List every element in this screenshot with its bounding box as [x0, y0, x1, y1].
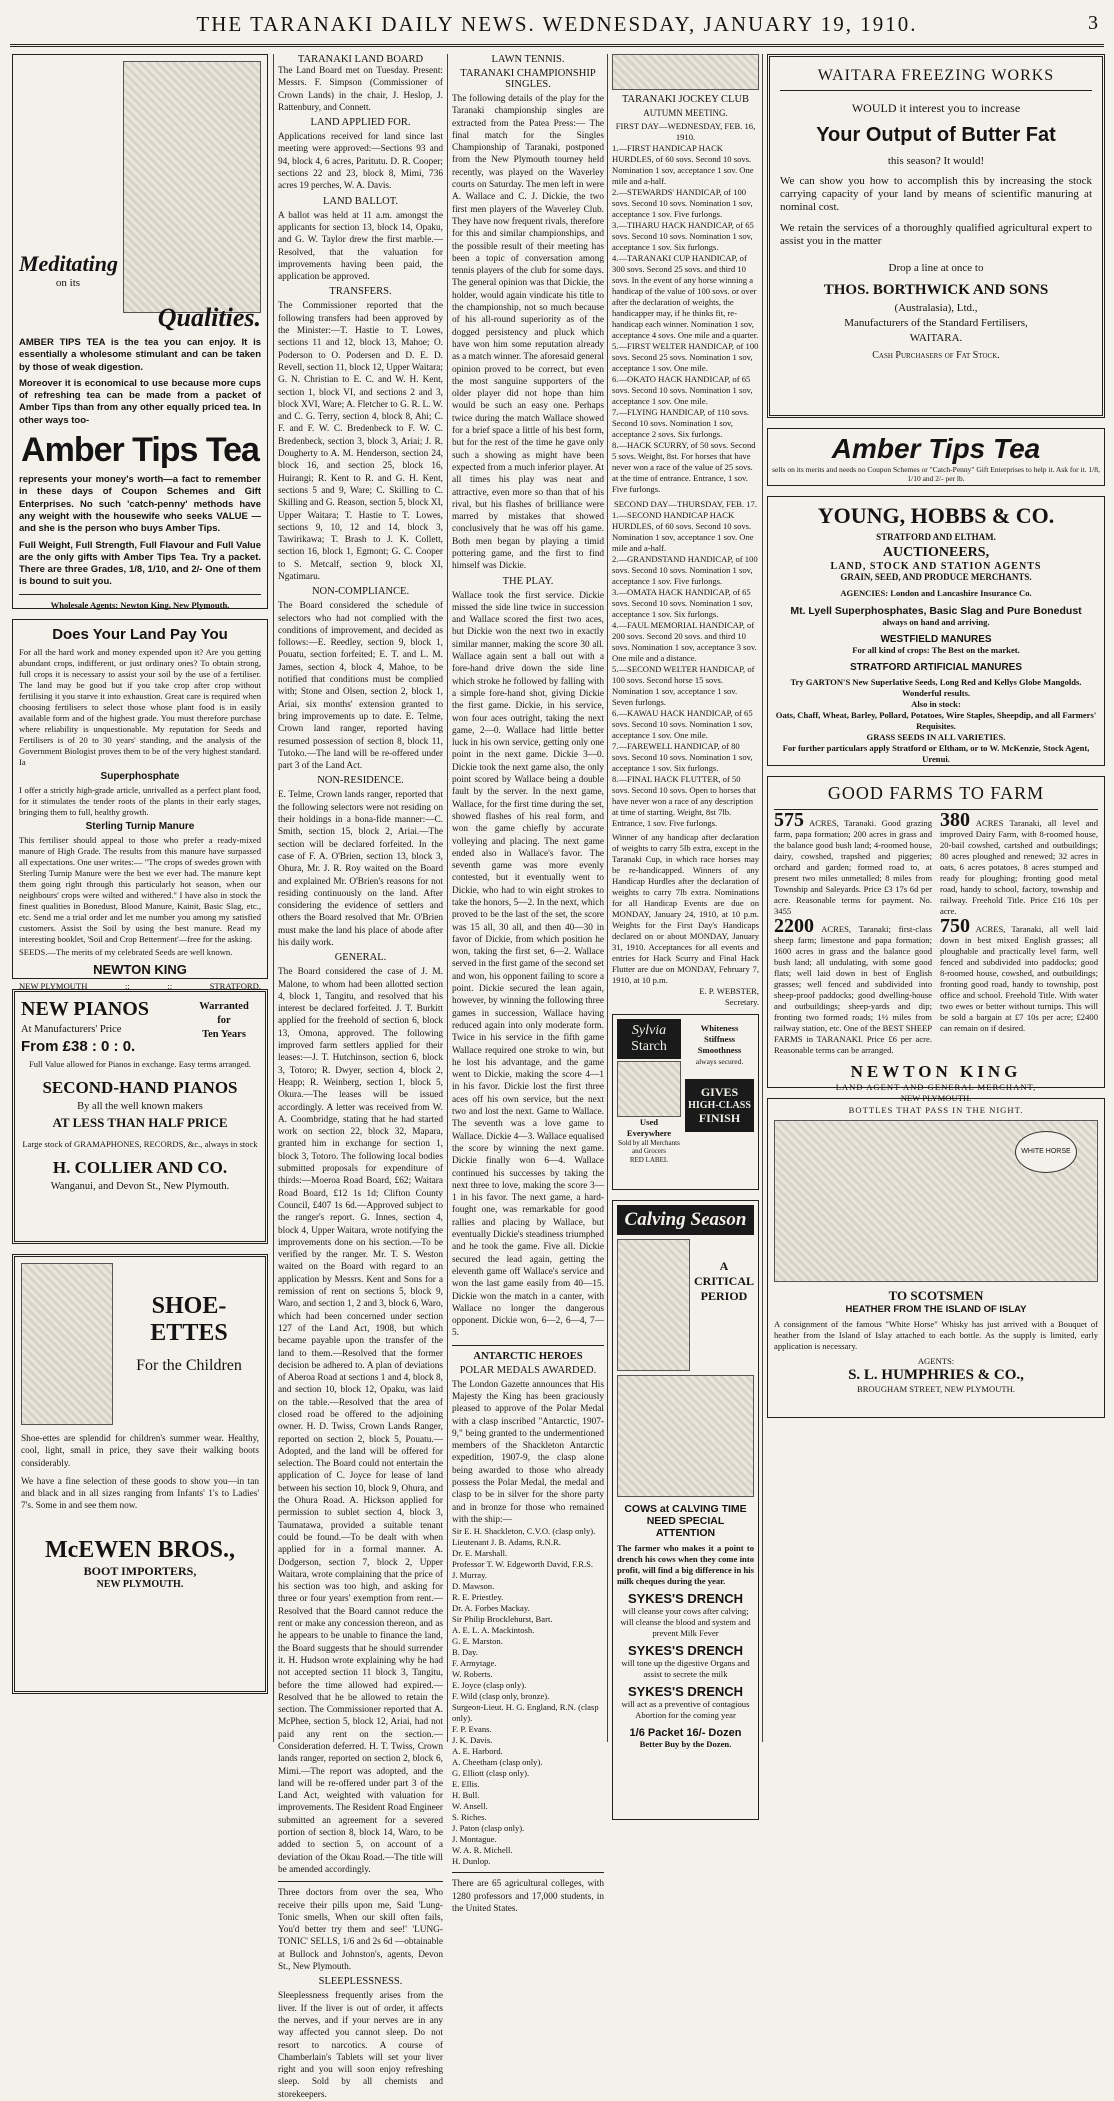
farm-acres: 2200	[774, 915, 814, 937]
meeting-title: AUTUMN MEETING.	[643, 108, 728, 118]
cows-heading: COWS at CALVING TIME	[624, 1503, 747, 1515]
article-subhead: TRANSFERS.	[329, 286, 392, 298]
drench-text-3: will act as a preventive of contagious Abortion for the coming year	[621, 1699, 750, 1720]
sylvia-logo: Sylvia Starch	[617, 1019, 681, 1059]
amber-tips-small-advert	[767, 428, 1105, 486]
shoe-para-1: Shoe-ettes are splendid for children's summer wear. Healthy, cool, light, small in price, they save their walking boots considerably.	[21, 1434, 259, 1469]
article-subhead: LAND APPLIED FOR.	[310, 117, 411, 129]
calving-critical: CRITICAL	[693, 1274, 754, 1288]
list-item: E. Joyce (clasp only).	[452, 1680, 527, 1691]
list-item: F. P. Evans.	[452, 1724, 492, 1735]
article-para: The Board considered the case of J. M. Malone, to whom had been allotted section 4, block 1, Tangitu, and resolved that his interest be declared forfeited. J. T. Burkitt applied for the freehold of section 6, block 13, Omona, approved. The following improved farm settlers applied for their leases:—J. T. Hutchinson, section 6, block 3, Totoro; R. Dwyer, section 4, block 2, Heapp; R. Weinberg, section 1, block 5, Okura.—The leases will be issued accordingly. A letter was received from W. A. Coombridge, stating that he had started work on section 22, block 32, Mapara, granted him in exchange for section 1, block 3, Totoro. The following local bodies submitted proposals for expenditure of thirds:—Moeroa Road Board, £62; Waitara Road Board, £12 1s 1d; Clifton County Council, £407 1s 6d.—Approved subject to the ranger's report. G. Innes, section 4, block 4, Upper Waitara, wrote notifying the improvements done on his section.—To be verified by the ranger. Mr. T. S. Weston waited on the Board with regard to an application by Messrs. Kent and Sons for a remission of rent on sections 5, block 9, Waro, and section 1, 2 and 3, block 6, Waro, which had been concerned under section 127 of the Land Act, 1908, but which became payable upon the transfer of the land to them.—Resolved that the former decision be adhered to. A plan of deviations of Aberoa Road at sections 1 and 4, block 8, and section 10, block 12, Opaku, was laid on the table.—Resolved that the area of closed road be offered to the adjoining owner. H. D. Twiss, Crown Lands Ranger, reported on section 2, block 5, Pouatu.—Adopted, and the land will be offered for selection. The Board could not entertain the application of C. Joyce for lease of land between his section 10, block 9, Ohura, and the Ohura Road. A. Hickson applied for permission to sublet section 4, block 3, Taumatawa, provided a suitable tenant could be found.—To be dealt with when applied for in a formal manner. A. Dodgerson, section 7, block 2, Upper Waitara, wrote complaining that the price of his section was too high, and asking for three or four years' exemption from rent.—Resolved that the Board cannot reduce the rent or make any concession thereon, and as he appears to be unable to finance the land, the Board suggests that he should surrender it. H. Hudson wrote explaining why he had not accepted section 11 block 3, Tangitu, before the time allowed had expired.—Resolved that he be allowed to retain the section. The Commissioner reported that A. McPhee, section 5, block 12, Ariai, had not paid any rent on the section.—Consideration deferred. H. T. Twiss, Crown lands ranger, reported on section 2, block 6, Mimi.—The report was adopted, and the land will be re-offered under part 3 of the Land Act, weighted with valuation for improvements. The Resident Road Engineer submitted an agreement for a severed portion of section 8, block 14, Waro, to be added to section 5, on account of a deviation of the Okau Road.—The title will be amended accordingly.	[278, 967, 443, 1875]
list-item: F. Armytage.	[452, 1658, 497, 1669]
article-subhead: LAND BALLOT.	[322, 195, 399, 207]
to-scotsmen: TO SCOTSMEN	[888, 1288, 984, 1303]
amber-para-3: represents your money's worth—a fact to remember in these days of Coupon Schemes and Gift Enterprises. No such 'catch-penny' methods have any weight with the housewife who seeks VALUE —and she is the person who buys Amber Tips.	[19, 474, 261, 535]
colleges-para: There are 65 agricultural colleges, with 1280 professors and 17,000 students, in the United States.	[452, 1879, 604, 1914]
used-label: Used	[639, 1117, 659, 1127]
shoe-sub: For the Children	[136, 1357, 242, 1374]
newton-king-sub: LAND AGENT AND GENERAL MERCHANT,	[835, 1082, 1037, 1092]
shoe-para-2: We have a fine selection of these goods to show you—in tan and black and in all sizes ranging from Infants' 1's to Ladies' 7's. Some in and see them now.	[21, 1476, 259, 1512]
drench-price: 1/6 Packet 16/- Dozen	[629, 1727, 742, 1739]
farm-listing: 750 ACRES, Taranaki, all well laid down in best mixed English grasses; all ploughable and practically level farm, well fenced and subdivided into paddocks; good 8-roomed house, cowshed, and outbuildings; fronting good road, handy to township, post office and school. Freehold Title. With water two ewes or better without turnips. This will be sold a bargain at £7 10s per acre; £2400 can remain on if desired.	[940, 915, 1098, 1033]
horse-racing-illustration	[612, 54, 759, 90]
list-item: W. Roberts.	[452, 1669, 493, 1680]
farm-scene-illustration	[617, 1375, 754, 1497]
amber-para-2: Moreover it is economical to use because more cups of refreshing tea can be made from a packet of Amber Tips than from any other equally priced tea. In other ways too-	[19, 377, 261, 426]
land-para-4: SEEDS.—The merits of my celebrated Seeds are well known.	[19, 947, 233, 957]
woman-drinking-tea-illustration	[123, 61, 261, 313]
pianos-sub: At Manufacturers' Price	[21, 1024, 122, 1035]
high-class-finish: GIVES HIGH-CLASS FINISH	[685, 1079, 754, 1132]
article-para: Sleeplessness frequently arises from the liver. If the liver is out of order, it affects the nerves, and if your nerves are in any way affected you cannot sleep. Do not resort to narcotics. A course of Chamberlain's Tablets will set your liver right and you will soon enjoy refreshing sleep. Sold by all chemists and storekeepers.	[278, 1991, 443, 2100]
farm-acres: 750	[940, 915, 970, 937]
farm-listing: 380 ACRES Taranaki, all level and improved Dairy Farm, with 8-roomed house, 20-bail cowshed, cartshed and outbuildings; 80 acres ploughed and renewed; 32 acres in oats, 6 acres potatoes, 8 acres stumped and ready for ploughing; fronting good metal road, handy to school, factory, township and railway. Freehold Title. Price £16 10s per acre.	[940, 809, 1098, 916]
land-para-3: This fertiliser should appeal to those who prefer a ready-mixed manure of High Grade. The results from this manure have surpassed all expectations. One user writes:— "The crops of swedes grown with Sterling Turnip Manure were the best we ever had. The manure kept them going right through this particularly hot season, when our neighbours' crops were wilted and withered." I have also in stock the finest qualities in Bonedust, Blood Manure, Kainit, Basic Slag, etc., etc. Send me a trial order and let me number you among my satisfied customers. Assist the Soil by using the best manure. Read my interesting booklet, 'Soil and Crop Betterment'—free for the asking.	[19, 835, 261, 944]
column-4	[612, 54, 759, 1749]
list-item: 4.—FAUL MEMORIAL HANDICAP, of 200 sovs. Second 20 sovs. and third 10 sovs. Nomination 1 sov, acceptance 3 sov. One mile and a distance.	[612, 620, 757, 663]
young-hobbs-name: YOUNG, HOBBS & CO.	[817, 503, 1055, 528]
collier-firm: H. COLLIER AND CO.	[52, 1158, 228, 1177]
half-price: AT LESS THAN HALF PRICE	[52, 1115, 228, 1130]
list-item: D. Mawson.	[452, 1581, 495, 1592]
calving-a: A	[719, 1259, 729, 1273]
also-in-stock: Also in stock:	[911, 699, 961, 709]
amber-tips-advert	[12, 54, 268, 609]
secretary-title: Secretary.	[724, 997, 759, 1007]
amber-brand-name-2: Amber Tips Tea	[831, 433, 1041, 464]
would-it: this season? It would!	[887, 155, 985, 167]
masthead	[10, 6, 1104, 47]
list-item: G. Elliott (clasp only).	[452, 1768, 530, 1779]
list-item: Lieutenant J. B. Adams, R.N.R.	[452, 1537, 561, 1548]
medal-names-list	[452, 1526, 604, 1867]
waitara-title: WAITARA FREEZING WORKS	[817, 67, 1055, 84]
good-farms-advert	[767, 776, 1105, 1103]
mcewen-place: NEW PLYMOUTH.	[96, 1578, 184, 1590]
list-item: Professor T. W. Edgeworth David, F.R.S.	[452, 1559, 594, 1570]
amber-small-line: sells on its merits and needs no Coupon Schemes or "Catch-Penny" Gift Enterprises to help it. Ask for it. 1/8, 1/10 and 2/- per lb.	[772, 465, 1100, 483]
list-item: H. Dunlop.	[452, 1856, 491, 1867]
red-label: RED LABEL	[629, 1156, 669, 1164]
article-subhead: NON-COMPLIANCE.	[311, 586, 410, 598]
list-item: F. Wild (clasp only, bronze).	[452, 1691, 550, 1702]
list-item: 5.—FIRST WELTER HANDICAP, of 100 sovs. Second 25 sovs. Nomination 1 sov, acceptance 1 sov. One mile.	[612, 341, 759, 373]
farm-listing: 2200 ACRES, Taranaki; first-class sheep farm; limestone and papa formation; 1600 acres in grass and the balance good bush land; all undulating, with some good flats; well laid down in best of English grasses; well fenced and subdivided into sheep-proof paddocks; good dwelling-house and outbuildings; sheep-yards and dip; fronting two formed roads; 1½ miles from railway station, etc. One of the BEST SHEEP FARMS in TARANAKI. Price £6 per acre. Reasonable terms can be arranged.	[774, 915, 932, 1055]
sold-by: Sold by all Merchants and Grocers	[618, 1139, 680, 1155]
land-para-2: I offer a strictly high-grade article, unrivalled as a perfect plant food, for it stimulates the tender roots of the plants in their early stages, bringing them to full, healthy growth.	[19, 785, 261, 817]
farm-listing: 575 ACRES, Taranaki. Good grazing farm, papa formation; 200 acres in grass and the balance good bush land; 4-roomed house, dairy, cowshed, trapshed and piggeries; orchard and garden; formed road to, at present two miles unmetalled; 8 miles from Township and Saleyards. Price £3 17s 6d per acre. Reasonable terms for payment. No. 3455	[774, 809, 932, 916]
list-item: 1.—FIRST HANDICAP HACK HURDLES, of 60 sovs. Second 10 sovs. Nomination 1 sov, acceptance 1 sov. One mile and a-half.	[612, 143, 754, 186]
list-item: A. E. L. A. Mackintosh.	[452, 1625, 535, 1636]
sylvia-starch-advert	[612, 1014, 759, 1190]
list-item: 6.—OKATO HACK HANDICAP, of 65 sovs. Second 10 sovs. Nomination 1 sov, acceptance 1 sov. One mile.	[612, 374, 753, 406]
mcewen-sub: BOOT IMPORTERS,	[83, 1563, 197, 1578]
starch-packet-illustration	[617, 1061, 681, 1117]
list-item: 4.—TARANAKI CUP HANDICAP, of 300 sovs. Second 25 sovs. and third 10 sovs. In the event of any horse winning a handicap of the value of 100 sovs. or over after the declaration of weights, the handicapper may, if he thinks fit, re-handicap each winner. Nomination 1 sov, acceptance 4 sovs. One mile and a quarter.	[612, 253, 759, 340]
tennis-subhead: THE PLAY.	[502, 575, 554, 587]
land-head-1: Superphosphate	[100, 771, 180, 782]
stratford-manures: STRATFORD ARTIFICIAL MANURES	[849, 662, 1023, 673]
lyell-line: Mt. Lyell Superphosphates, Basic Slag and Pure Bonedust	[790, 605, 1082, 617]
young-hobbs-advert	[767, 496, 1105, 766]
jockey-club-title: TARANAKI JOCKEY CLUB	[621, 94, 750, 105]
newton-king-place: NEW PLYMOUTH.	[900, 1093, 972, 1103]
column-rule	[447, 54, 448, 1742]
article-para: A ballot was held at 11 a.m. amongst the applicants for section 13, block 14, Opaku, and G. W. Taylor drew the first marble.—Resolved, that the valuation for improvements having been paid, the application be approved.	[278, 210, 443, 283]
waitara-para-1: We can show you how to accomplish this by increasing the stock carrying capacity of your land by means of scientific manuring at nominal cost.	[780, 175, 1092, 213]
list-item: S. Riches.	[452, 1812, 487, 1823]
list-item: H. Bull.	[452, 1790, 480, 1801]
column-rule	[762, 54, 763, 1742]
land-head-2: Sterling Turnip Manure	[85, 821, 195, 832]
tennis-para: The following details of the play for the Taranaki championship singles are extracted from the Patea Press:— The final match for the Singles Championship of Taranaki, postponed from the New Plymouth tourney held recently, was played on the Waverley courts on Saturday. The men left in were A. Wallace and C. J. Dickie, the two first men players of the Waverley Club. They have now frequent rivals, therefore for this and similar championships, and the possible result of their meeting has been a topic of conversation among tennis players of the club for some days. The general opinion was that Dickie, the holder, would again vindicate his title to the championship, not so much because of his all-round superiority as of the dogged persistency and pluck which have won him some reputation already as a match winner. The aforesaid general opinion proved to be correct, but even the most sanguine supporters of the older player did not hope than him would be such an easy one. Perhaps twice during the match Wallace showed for a brief space a little of his best form, but for the rest of the time he gave only such a showing as might have been expected from a much inferior player. At all times his play was neat and attractive, even more so than that of his rival, but his flashes of brilliance were marred by mistakes that showed conclusively that he was off his game. Both men began by playing a timid pottering game, and the first to find himself was Dickie.	[452, 94, 604, 572]
amber-agents: Wholesale Agents: Newton King, New Plymouth.	[50, 599, 230, 610]
amber-brand-name: Amber Tips Tea	[21, 431, 259, 470]
article-para: The Land Board met on Tuesday. Present: Messrs. F. Simpson (Commissioner of Crown Lands) in the chair, J. Heslop, J. Rattenbury, and Connett.	[278, 66, 443, 113]
list-item: 6.—KAWAU HACK HANDICAP, of 65 sovs. Second 10 sovs. Nomination 1 sov, acceptance 1 sov. One mile.	[612, 708, 753, 740]
newspaper-title: THE TARANAKI DAILY NEWS. WEDNESDAY, JANUARY 19, 1910.	[196, 12, 918, 36]
auctioneers: AUCTIONEERS,	[882, 545, 990, 560]
list-item: 2.—GRANDSTAND HANDICAP, of 100 sovs. Second 10 sovs. Nomination 1 sov, acceptance 1 sov. Five furlongs.	[612, 554, 758, 586]
borthwick-firm: THOS. BORTHWICK AND SONS	[823, 282, 1049, 298]
farm-acres: 575	[774, 809, 804, 831]
list-item: 7.—FAREWELL HANDICAP, of 80 sovs. Second 10 sovs. Nomination 1 sov, acceptance 1 sov. Six furlongs.	[612, 741, 753, 773]
list-item: B. Day.	[452, 1647, 478, 1658]
secondhand-title: SECOND-HAND PIANOS	[42, 1078, 238, 1097]
whisky-para: A consignment of the famous "White Horse" Whisky has just arrived with a Bouquet of heather from the Island of Islay attached to each bottle. As the supply is limited, early application is necessary.	[774, 1319, 1098, 1351]
mcewen-firm: McEWEN BROS.,	[44, 1536, 235, 1563]
white-horse-label: WHITE HORSE	[1015, 1131, 1077, 1173]
gramophones: Large stock of GRAMAPHONES, RECORDS, &c., always in stock	[22, 1139, 258, 1149]
whiteness: Whiteness	[700, 1023, 739, 1033]
cow-illustration	[617, 1239, 690, 1371]
warranted-label: Warranted	[199, 1001, 249, 1012]
second-day-title: SECOND DAY—THURSDAY, FEB. 17.	[614, 499, 757, 509]
waitara-question: WOULD it interest you to increase	[851, 101, 1021, 115]
list-item: E. Ellis.	[452, 1779, 480, 1790]
amber-para-1: AMBER TIPS TEA is the tea you can enjoy. It is essentially a wholesome stimulant and can be taken by those of weak digestion.	[19, 337, 261, 373]
article-para: The Board considered the schedule of selectors who had not complied with the conditions of improvement, and decided as follows:—E. Reedley, section 9, block 1, Pouatu, section forfeited; E. T. and L. M. James, section 4, block 4, Mahoe, to be notified that conditions must be complied with; Stone and Olsen, section 2, block 1, Ariai, six months' extension granted to bring improvements up to date. E. Telme, Crown land ranger, reported having resumed possession of section 8, block 11, Tutoko.—The land will be re-offered under part 3 of the Land Act.	[278, 601, 443, 772]
antarctic-para: The London Gazette announces that His Majesty the King has been graciously pleased to approve of the Polar Medal with a clasp inscribed "Antarctic, 1907-9," being granted to the undermentioned members of the Shackleton Antarctic expedition, 1907-9, the clasp alone being awarded to those who already possess the Polar Medal, the medal and clasp to be in silver for the shore party and in bronze for those who remained with the ship:—	[452, 1379, 604, 1525]
tennis-para: Wallace took the first service. Dickie missed the side line twice in succession and Wallace scored the first two aces, but Dickie won the next two in exactly similar manner, making the score 30 all. Wallace again sent a ball out with a fore-hand drive down the side line which stroke he followed by falling with a simple fore-hand shot, giving Dickie the first game. Dickie, in his service, won four aces outright, taking the next game, 2—0. Wallace had little better luck in his own service, getting only one point in the next game. Dickie 3—0. Dickie took the next game also, the only point scored by Wallace being a double fault by the server. In the next game, Wallace, for the first time during the set, showed flashes of his real form, and won the game chiefly by accurate volleying and placing. The next game ended also in Wallace's favor. The seventh game was more evenly contested, but it eventually went to Dickie, who had to win eight strokes to take the honors, 5—2. In the next, which proved to be the last of the set, the score was 15 all, 30 all, and then 40—30 in favor of Dickie, from which position he won, taking the first set, 6—2. Wallace served in the first game of the second set and won, his opponent failing to score a point. Dickie secured the lean again, however, by winning the following three games in succession, Wallace having reduced again into only moderate form. Twice in his service in the fifth game Wallace required one stroke to win, but he lost his advantage, and the game went to Dickie, making the score 4—1 in his favor. Dickie lost the first three aces off his own service, but the next two and lost the next. Game to Wallace. The seventh was a love game to Wallace. Dickie 4—3. Wallace equalised the score by winning the next game. Dickie finally won 6—4. Wallace continued his successes by taking the next three to love, making the score 3—1 in his favor. The next game, a hard-fought one, was remarkable for good rallies and placing by Wallace, but eventually Dickie's steadiness triumphed and he took the game. Five all. Dickie secured the lead again, getting the eleventh game off Wallace's service and won the last game easily from 40—15. Dickie won the match in a canter, with Wallace no longer the dangerous opponent. Dickie won, 6—2, 6—4, 7—5.	[452, 590, 604, 1339]
article-subhead: GENERAL.	[334, 952, 387, 964]
antarctic-subtitle: POLAR MEDALS AWARDED.	[459, 1364, 597, 1376]
pianos-price: From £38 : 0 : 0.	[21, 1038, 136, 1055]
article-subhead: SLEEPLESSNESS.	[318, 1976, 403, 1988]
list-item: J. Paton (clasp only).	[452, 1823, 525, 1834]
land-pay-advert	[12, 619, 268, 991]
everywhere-label: Everywhere	[626, 1128, 672, 1138]
westfield: WESTFIELD MANURES	[880, 634, 992, 645]
list-item: 3.—OMATA HACK HANDICAP, of 65 sovs. Second 10 sovs. Nomination 1 sov, acceptance 1 sov. Six furlongs.	[612, 587, 753, 619]
tennis-subtitle: TARANAKI CHAMPIONSHIP SINGLES.	[460, 68, 596, 90]
lung-tonic-para: Three doctors from over the sea, Who receive their pills upon me, Said 'Lung-Tonic smells, When our skill often fails, You'd better try them and see!' 'LUNG-TONIC' SELLS, 1/6 and 2s 6d —obtainable at Bullock and Johnston's, agents, Devon St., New Plymouth.	[278, 1888, 443, 1973]
article-para: Applications received for land since last meeting were approved:—Sections 93 and 94, block 4, 6 acres, Paritutu. D. R. Cooper; sections 22 and 23, block 8, Mimi, 736 acres 19 perches, W. A. Davis.	[278, 132, 443, 192]
amber-heading-3: Qualities.	[157, 303, 261, 332]
races-first-day	[612, 143, 759, 495]
drench-text-1: will cleanse your cows after calving; will cleanse the blood and system and prevent Milk Fever	[620, 1606, 751, 1638]
land-title: Does Your Land Pay You	[52, 626, 228, 643]
place: ::	[167, 981, 173, 991]
place: STRATFORD.	[209, 981, 261, 991]
list-item: A. Cheetham (clasp only).	[452, 1757, 543, 1768]
waitara-freezing-advert	[767, 54, 1105, 418]
land-board-title: TARANAKI LAND BOARD	[297, 54, 424, 65]
heather-line: HEATHER FROM THE ISLAND OF ISLAY	[845, 1304, 1027, 1315]
list-item: G. E. Marston.	[452, 1636, 503, 1647]
drop-a-line: Drop a line at once to	[888, 262, 984, 274]
article-para: E. Telme, Crown lands ranger, reported that the following selectors were not residing on their holdings in a bona-fide manner:—C. Smith, section 15, block 2, Ariai.—The section will be declared forfeited. In the case of F. A. O'Brien, section 13, block 3, Ohura, Mr. J. R. Roy waited on the Board and explained Mr. O'Brien's reasons for not residing continuously on the land. After considering the evidence of settlers and others the Board resolved that Mr. O'Brien must make the land his place of abode after his daily work.	[278, 790, 443, 948]
column-2	[278, 54, 443, 2100]
list-item: 2.—STEWARDS' HANDICAP, of 100 sovs. Second 10 sovs. Nomination 1 sov, acceptance 1 sov. Five furlongs.	[612, 187, 753, 219]
list-item: 5.—SECOND WELTER HANDICAP, of 100 sovs. Second horse 15 sovs. Nomination 1 sov, acceptance 1 sov. Seven furlongs.	[612, 664, 755, 707]
secondhand-sub: By all the well known makers	[77, 1101, 203, 1112]
pianos-title: NEW PIANOS	[21, 998, 149, 1020]
column-rule	[273, 54, 274, 1742]
shoe-ettes-advert	[12, 1254, 268, 1694]
list-item: Dr. E. Marshall.	[452, 1548, 508, 1559]
humphries-firm: S. L. HUMPHRIES & CO.,	[848, 1367, 1024, 1383]
calving-para: The farmer who makes it a point to drench his cows when they come into profit, will find a big difference in his milk cheques during the year.	[617, 1543, 754, 1586]
farm-acres: 380	[940, 809, 970, 831]
bottles-heading: BOTTLES THAT PASS IN THE NIGHT.	[848, 1105, 1024, 1115]
borthwick-aus: (Australasia), Ltd.,	[894, 302, 978, 314]
agencies: AGENCIES: London and Lancashire Insurance Co.	[840, 588, 1032, 598]
amber-heading-2: on its	[55, 277, 81, 289]
list-item: Sir Philip Brocklehurst, Bart.	[452, 1614, 553, 1625]
particulars: For further particulars apply Stratford or Eltham, or to W. McKenzie, Stock Agent, Urenui.	[782, 743, 1090, 764]
place: ::	[125, 981, 130, 991]
column-rule	[607, 54, 608, 1742]
list-item: 3.—TIHARU HACK HANDICAP, of 65 sovs. Second 10 sovs. Nomination 1 sov, acceptance 1 sov. Six furlongs.	[612, 220, 754, 252]
agents-label: AGENTS:	[917, 1356, 955, 1366]
secretary-name: E. P. WEBSTER,	[699, 986, 759, 996]
list-item: A. E. Harbord.	[452, 1746, 503, 1757]
land-signature: NEWTON KING	[93, 962, 187, 977]
waitara-para-2: We retain the services of a thoroughly qualified agricultural expert to assist you in the matter	[780, 222, 1092, 247]
garton-line: Try GARTON'S New Superlative Seeds, Long Red and Kellys Globe Mangolds. Wonderful results.	[790, 677, 1082, 698]
list-item: W. Ansell.	[452, 1801, 488, 1812]
drench-text-2: will tone up the digestive Organs and assist to secrete the milk	[621, 1658, 750, 1679]
calving-period: PERIOD	[700, 1289, 748, 1303]
first-day-title: FIRST DAY—WEDNESDAY, FEB. 16, 1910.	[615, 121, 756, 142]
tennis-title: LAWN TENNIS.	[491, 54, 565, 65]
young-line-1: LAND, STOCK AND STATION AGENTS	[830, 561, 1042, 572]
always-secured: always secured.	[695, 1057, 744, 1066]
list-item: J. K. Davis.	[452, 1735, 493, 1746]
list-item: R. E. Priestley.	[452, 1592, 504, 1603]
drench-1: SYKES'S DRENCH	[627, 1591, 744, 1606]
young-sub: STRATFORD AND ELTHAM.	[876, 532, 996, 542]
lyell-line-2: always on hand and arriving.	[882, 617, 990, 627]
article-subhead: NON-RESIDENCE.	[317, 775, 404, 787]
column-3	[452, 54, 604, 1914]
newton-king-firm: NEWTON KING	[850, 1062, 1022, 1081]
westfield-2: For all kind of crops: The Best on the market.	[852, 645, 1020, 655]
humphries-address: BROUGHAM STREET, NEW PLYMOUTH.	[856, 1384, 1016, 1394]
years-label: Ten Years	[202, 1029, 246, 1040]
pianos-exchange: Full Value allowed for Pianos in exchange. Easy terms arranged.	[28, 1059, 252, 1069]
calving-season-advert	[612, 1200, 759, 1820]
antarctic-title: ANTARCTIC HEROES	[473, 1350, 583, 1362]
farms-title: GOOD FARMS TO FARM	[827, 783, 1045, 803]
list-item: J. Murray.	[452, 1570, 488, 1581]
pianos-advert	[12, 989, 268, 1244]
stiffness: Stiffness	[703, 1034, 736, 1044]
list-item: Dr. A. Forbes Mackay.	[452, 1603, 530, 1614]
article-para: The Commissioner reported that the following transfers had been approved by the Minister:—T. Hastie to T. Lowes, sections 11 and 12, block 13, Mahoe; O. Poderson to O. Podersen and D. E. D. Revell, section 11, block 12, Upper Waitara; G. N. Christian to E. C. and W. H. Kent, section 1, block VI, and sections 2 and 3, block XVI, Ware; A. Fletcher to G. R. L. W. and C. G. Terry, section 4, block 8, Ahi; C. F. and F. W. C. Bredenbeck to F. W. C. Bredenbeck, section 3, block 3, Ariai; J. R. Dougherty to A. M. Henderson, section 24, block 16, and section 25, block 16, Huirangi; R. Kent to R. and G. H. Kent, sections 5 and 9, Ware; C. Skilling to C. Skilling and G. Reason, section 5, block XI, Upper Waitara; T. Hastie to T. Lowes, sections 9, 10, 12 and 14, block 3, Tawirikawa; T. Brash to J. K. Collett, section 16, block 1, Egmont; G. C. Cooper to S. Metcalf, section 9, block XI, Ngatimaru.	[278, 301, 443, 582]
list-item: Surgeon-Lieut. H. G. England, R.N. (clasp only).	[452, 1702, 599, 1724]
for-label: for	[217, 1015, 231, 1026]
list-item: 1.—SECOND HANDICAP HACK HURDLES, of 60 sovs. Second 10 sovs. Nomination 1 sov, acceptance 1 sov. One mile and a-half.	[612, 510, 754, 553]
calving-title: Calving Season	[617, 1205, 754, 1235]
borthwick-man: Manufacturers of the Standard Fertilisers,	[844, 317, 1028, 329]
butter-fat-heading: Your Output of Butter Fat	[816, 124, 1056, 146]
place: NEW PLYMOUTH	[19, 981, 88, 991]
list-item: 7.—FLYING HANDICAP, of 110 sovs. Second 10 sovs. Nomination 1 sov, acceptance 2 sovs. Six furlongs.	[612, 407, 750, 439]
race-conditions: Winner of any handicap after declaration of weights to carry 5lb extra, except in the Taranaki Cup, in which race horses may be re-handicapped. Winners of any Handicap Hurdles after the declaration of weights to carry 7lb extra. Nominations for all Handicap Events are due on MONDAY, January 24, 1910, at 10 p.m. Weights for the First Day's Handicaps declared on or about MONDAY, January 31, 1910. Acceptances for all events and entries for Hack Scurry and Final Hack Flutter are due on MONDAY, February 7, 1910, at 10 p.m.	[612, 832, 759, 985]
column-1	[12, 54, 268, 1742]
list-item: 8.—HACK SCURRY, of 50 sovs. Second 5 sovs. Weight, 8st. For horses that have never won a race of the value of 25 sovs. at the time of entrance. Entrance, 1 sov. Five furlongs.	[612, 440, 756, 494]
bottles-airship-illustration	[774, 1120, 1098, 1282]
borthwick-place: WAITARA.	[909, 332, 963, 344]
list-item: W. A. R. Michell.	[452, 1845, 513, 1856]
column-5	[767, 54, 1105, 1742]
young-line-2: GRAIN, SEED, AND PRODUCE MERCHANTS.	[840, 572, 1032, 582]
grass-seeds: GRASS SEEDS IN ALL VARIETIES.	[866, 732, 1006, 742]
smoothness: Smoothness	[697, 1045, 742, 1055]
page-number: 3	[1088, 12, 1098, 34]
races-second-day	[612, 510, 759, 829]
list-item: 8.—FINAL HACK FLUTTER, of 50 sovs. Second 10 sovs. Open to horses that have never won a race of any description at time of starting. Weight, 8st 7lb. Entrance, 1 sov. Five furlongs.	[612, 774, 756, 828]
stock-line: Oats, Chaff, Wheat, Barley, Pollard, Potatoes, Wire Staples, Sheepdip, and all Farmers' Requisites.	[775, 710, 1097, 731]
shoe-title: SHOE-ETTES	[150, 1293, 228, 1346]
drench-3: SYKES'S DRENCH	[627, 1684, 744, 1699]
white-horse-advert	[767, 1098, 1105, 1418]
collier-address: Wanganui, and Devon St., New Plymouth.	[50, 1181, 230, 1192]
shoe-illustration	[21, 1263, 113, 1425]
cash-purchasers: Cash Purchasers of Fat Stock.	[872, 350, 1000, 361]
land-para-1: For all the hard work and money expended upon it? Are you getting abundant crops, indifferent, or just ordinary ones? To obtain strong, full crops it is necessary to assist your soil by the use of a fertiliser. The land may be good but if you take crop after crop without fertilising it you starve it into exhaustion. Great care is required when choosing fertilisers to select those whose plant food is in easily available form and of the highest grade. You must therefore purchase where reliability is unquestionable. My reputation for Seeds and Fertilisers is of 20 to 30 years' standing, and the analysis of the Government Biologist proves them to be of the very highest standard. Ia	[19, 647, 261, 767]
attention-heading: NEED SPECIAL ATTENTION	[646, 1515, 725, 1539]
drench-2: SYKES'S DRENCH	[627, 1643, 744, 1658]
amber-para-4: Full Weight, Full Strength, Full Flavour and Full Value are the only gifts with Amber Tips Tea. Try a packet. There are three Grades, 1/8, 1/10, and 2/- One of them is bound to suit you.	[19, 539, 261, 588]
list-item: J. Montague.	[452, 1834, 497, 1845]
amber-heading-1: Meditating	[19, 251, 119, 276]
buy-by-dozen: Better Buy by the Dozen.	[639, 1739, 732, 1749]
list-item: Sir E. H. Shackleton, C.V.O. (clasp only).	[452, 1526, 596, 1537]
